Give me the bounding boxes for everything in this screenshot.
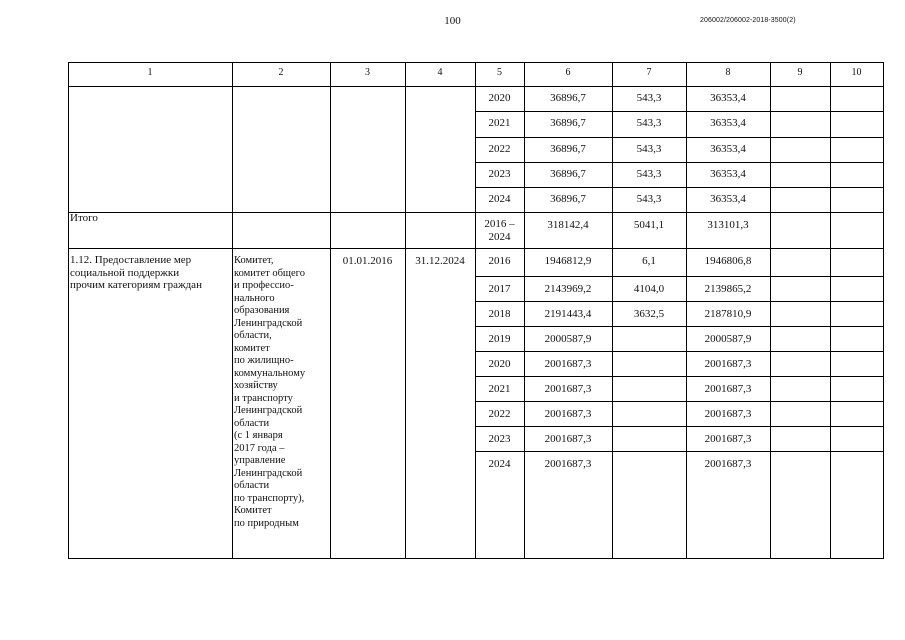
row-rule bbox=[475, 326, 884, 327]
row-rule bbox=[475, 187, 884, 188]
column-header: 1 bbox=[147, 67, 153, 78]
executor-line: управление bbox=[234, 455, 286, 466]
amount-total-cell: 2001687,3 bbox=[544, 358, 592, 370]
measure-name-line: прочим категориям граждан bbox=[70, 279, 202, 291]
executor-line: Ленинградской bbox=[234, 405, 303, 416]
total-label: Итого bbox=[70, 212, 98, 224]
executor-line: и транспорту bbox=[234, 392, 293, 404]
executor-line: и профессио- bbox=[234, 280, 294, 291]
amount-total-cell: 2191443,4 bbox=[544, 308, 592, 320]
amount-federal-cell: 543,3 bbox=[636, 117, 662, 129]
total-bottom-rule bbox=[68, 248, 884, 249]
table-top-rule bbox=[68, 62, 884, 63]
executor-line: (с 1 января bbox=[234, 430, 283, 441]
column-header: 10 bbox=[851, 67, 862, 78]
executor-line: комитет общего bbox=[234, 267, 305, 279]
year-cell: 2021 bbox=[488, 383, 511, 395]
year-cell: 2023 bbox=[488, 168, 511, 180]
amount-total-cell: 2001687,3 bbox=[544, 433, 592, 445]
amount-federal-cell: 6,1 bbox=[642, 255, 656, 267]
total-amount: 318142,4 bbox=[547, 219, 589, 231]
amount-regional-cell: 2001687,3 bbox=[704, 383, 752, 395]
amount-regional-cell: 36353,4 bbox=[710, 168, 746, 180]
document-code: 206002/206002-2018-3500(2) bbox=[700, 17, 796, 24]
column-header: 2 bbox=[278, 67, 284, 78]
amount-regional-cell: 2001687,3 bbox=[704, 458, 752, 470]
column-rule bbox=[405, 62, 406, 558]
year-cell: 2020 bbox=[488, 358, 511, 370]
row-rule bbox=[475, 301, 884, 302]
year-cell: 2017 bbox=[488, 283, 511, 295]
amount-regional-cell: 36353,4 bbox=[710, 117, 746, 129]
amount-total-cell: 2000587,9 bbox=[544, 333, 592, 345]
column-rule bbox=[68, 62, 69, 558]
executor-line: области bbox=[234, 480, 270, 491]
year-cell: 2024 bbox=[488, 458, 511, 470]
executor-line: 2017 года – bbox=[234, 442, 285, 454]
row-rule bbox=[475, 351, 884, 352]
executor-line: Комитет bbox=[234, 505, 272, 516]
row-rule bbox=[475, 137, 884, 138]
column-header: 7 bbox=[646, 67, 652, 78]
column-header: 6 bbox=[565, 67, 571, 78]
column-rule bbox=[232, 62, 233, 558]
year-cell: 2022 bbox=[488, 408, 511, 420]
executor-line: коммунальному bbox=[234, 367, 306, 379]
year-cell: 2024 bbox=[488, 193, 511, 205]
amount-total-cell: 2143969,2 bbox=[544, 283, 592, 295]
amount-total-cell: 36896,7 bbox=[550, 143, 586, 155]
executor-line: хозяйству bbox=[234, 380, 278, 391]
header-bottom-rule bbox=[68, 86, 884, 87]
total-regional: 313101,3 bbox=[707, 219, 749, 231]
total-federal: 5041,1 bbox=[633, 219, 665, 231]
page-number: 100 bbox=[444, 15, 461, 27]
amount-total-cell: 36896,7 bbox=[550, 168, 586, 180]
column-rule bbox=[330, 62, 331, 558]
column-header: 9 bbox=[797, 67, 803, 78]
measure-name-line: социальной поддержки bbox=[70, 266, 180, 279]
column-header: 5 bbox=[497, 67, 502, 78]
executor-line: Ленинградской bbox=[234, 317, 303, 329]
amount-regional-cell: 2139865,2 bbox=[704, 283, 752, 295]
total-years-line1: 2016 – bbox=[484, 218, 515, 230]
amount-total-cell: 2001687,3 bbox=[544, 408, 592, 420]
amount-regional-cell: 36353,4 bbox=[710, 143, 746, 155]
executor-line: по природным bbox=[234, 517, 299, 529]
amount-total-cell: 36896,7 bbox=[550, 193, 586, 205]
amount-regional-cell: 2000587,9 bbox=[704, 333, 752, 345]
row-rule bbox=[475, 451, 884, 452]
executor-line: нального bbox=[234, 292, 275, 304]
amount-regional-cell: 1946806,8 bbox=[704, 255, 752, 267]
end-date: 31.12.2024 bbox=[415, 255, 465, 267]
amount-total-cell: 36896,7 bbox=[550, 92, 586, 104]
executor-line: Комитет, bbox=[234, 255, 274, 266]
column-header: 4 bbox=[437, 67, 443, 78]
row-rule bbox=[475, 276, 884, 277]
amount-regional-cell: 36353,4 bbox=[710, 92, 746, 104]
executor-line: образования bbox=[234, 305, 290, 316]
year-cell: 2020 bbox=[488, 92, 511, 104]
amount-federal-cell: 543,3 bbox=[636, 193, 662, 205]
total-years-line2: 2024 bbox=[488, 231, 511, 243]
amount-federal-cell: 4104,0 bbox=[633, 283, 665, 295]
amount-regional-cell: 36353,4 bbox=[710, 193, 746, 205]
amount-federal-cell: 543,3 bbox=[636, 92, 662, 104]
start-date: 01.01.2016 bbox=[342, 255, 393, 267]
executor-line: области, bbox=[234, 330, 272, 341]
amount-total-cell: 36896,7 bbox=[550, 117, 586, 129]
amount-federal-cell: 3632,5 bbox=[633, 308, 665, 320]
row-rule bbox=[475, 162, 884, 163]
table-bottom-rule bbox=[68, 558, 884, 559]
amount-regional-cell: 2001687,3 bbox=[704, 358, 752, 370]
executor-line: Ленинградской bbox=[234, 467, 303, 479]
row-rule bbox=[475, 426, 884, 427]
amount-total-cell: 2001687,3 bbox=[544, 458, 592, 470]
amount-federal-cell: 543,3 bbox=[636, 143, 662, 155]
executor-line: по транспорту), bbox=[234, 492, 305, 504]
executor-line: области bbox=[234, 417, 270, 429]
amount-regional-cell: 2001687,3 bbox=[704, 433, 752, 445]
executor-line: комитет bbox=[234, 342, 270, 354]
year-cell: 2023 bbox=[488, 433, 511, 445]
column-header: 3 bbox=[365, 67, 370, 78]
row-rule bbox=[475, 376, 884, 377]
amount-regional-cell: 2001687,3 bbox=[704, 408, 752, 420]
row-rule bbox=[475, 111, 884, 112]
row-rule bbox=[475, 401, 884, 402]
executor-line: по жилищно- bbox=[234, 355, 294, 366]
year-cell: 2021 bbox=[488, 117, 511, 129]
amount-total-cell: 1946812,9 bbox=[544, 255, 592, 267]
year-cell: 2022 bbox=[488, 143, 511, 155]
amount-total-cell: 2001687,3 bbox=[544, 383, 592, 395]
column-header: 8 bbox=[725, 67, 731, 78]
year-cell: 2018 bbox=[488, 308, 511, 320]
year-cell: 2019 bbox=[488, 333, 511, 345]
amount-federal-cell: 543,3 bbox=[636, 168, 662, 180]
measure-name-line: 1.12. Предоставление мер bbox=[70, 254, 192, 266]
year-cell: 2016 bbox=[488, 255, 511, 267]
amount-regional-cell: 2187810,9 bbox=[704, 308, 752, 320]
